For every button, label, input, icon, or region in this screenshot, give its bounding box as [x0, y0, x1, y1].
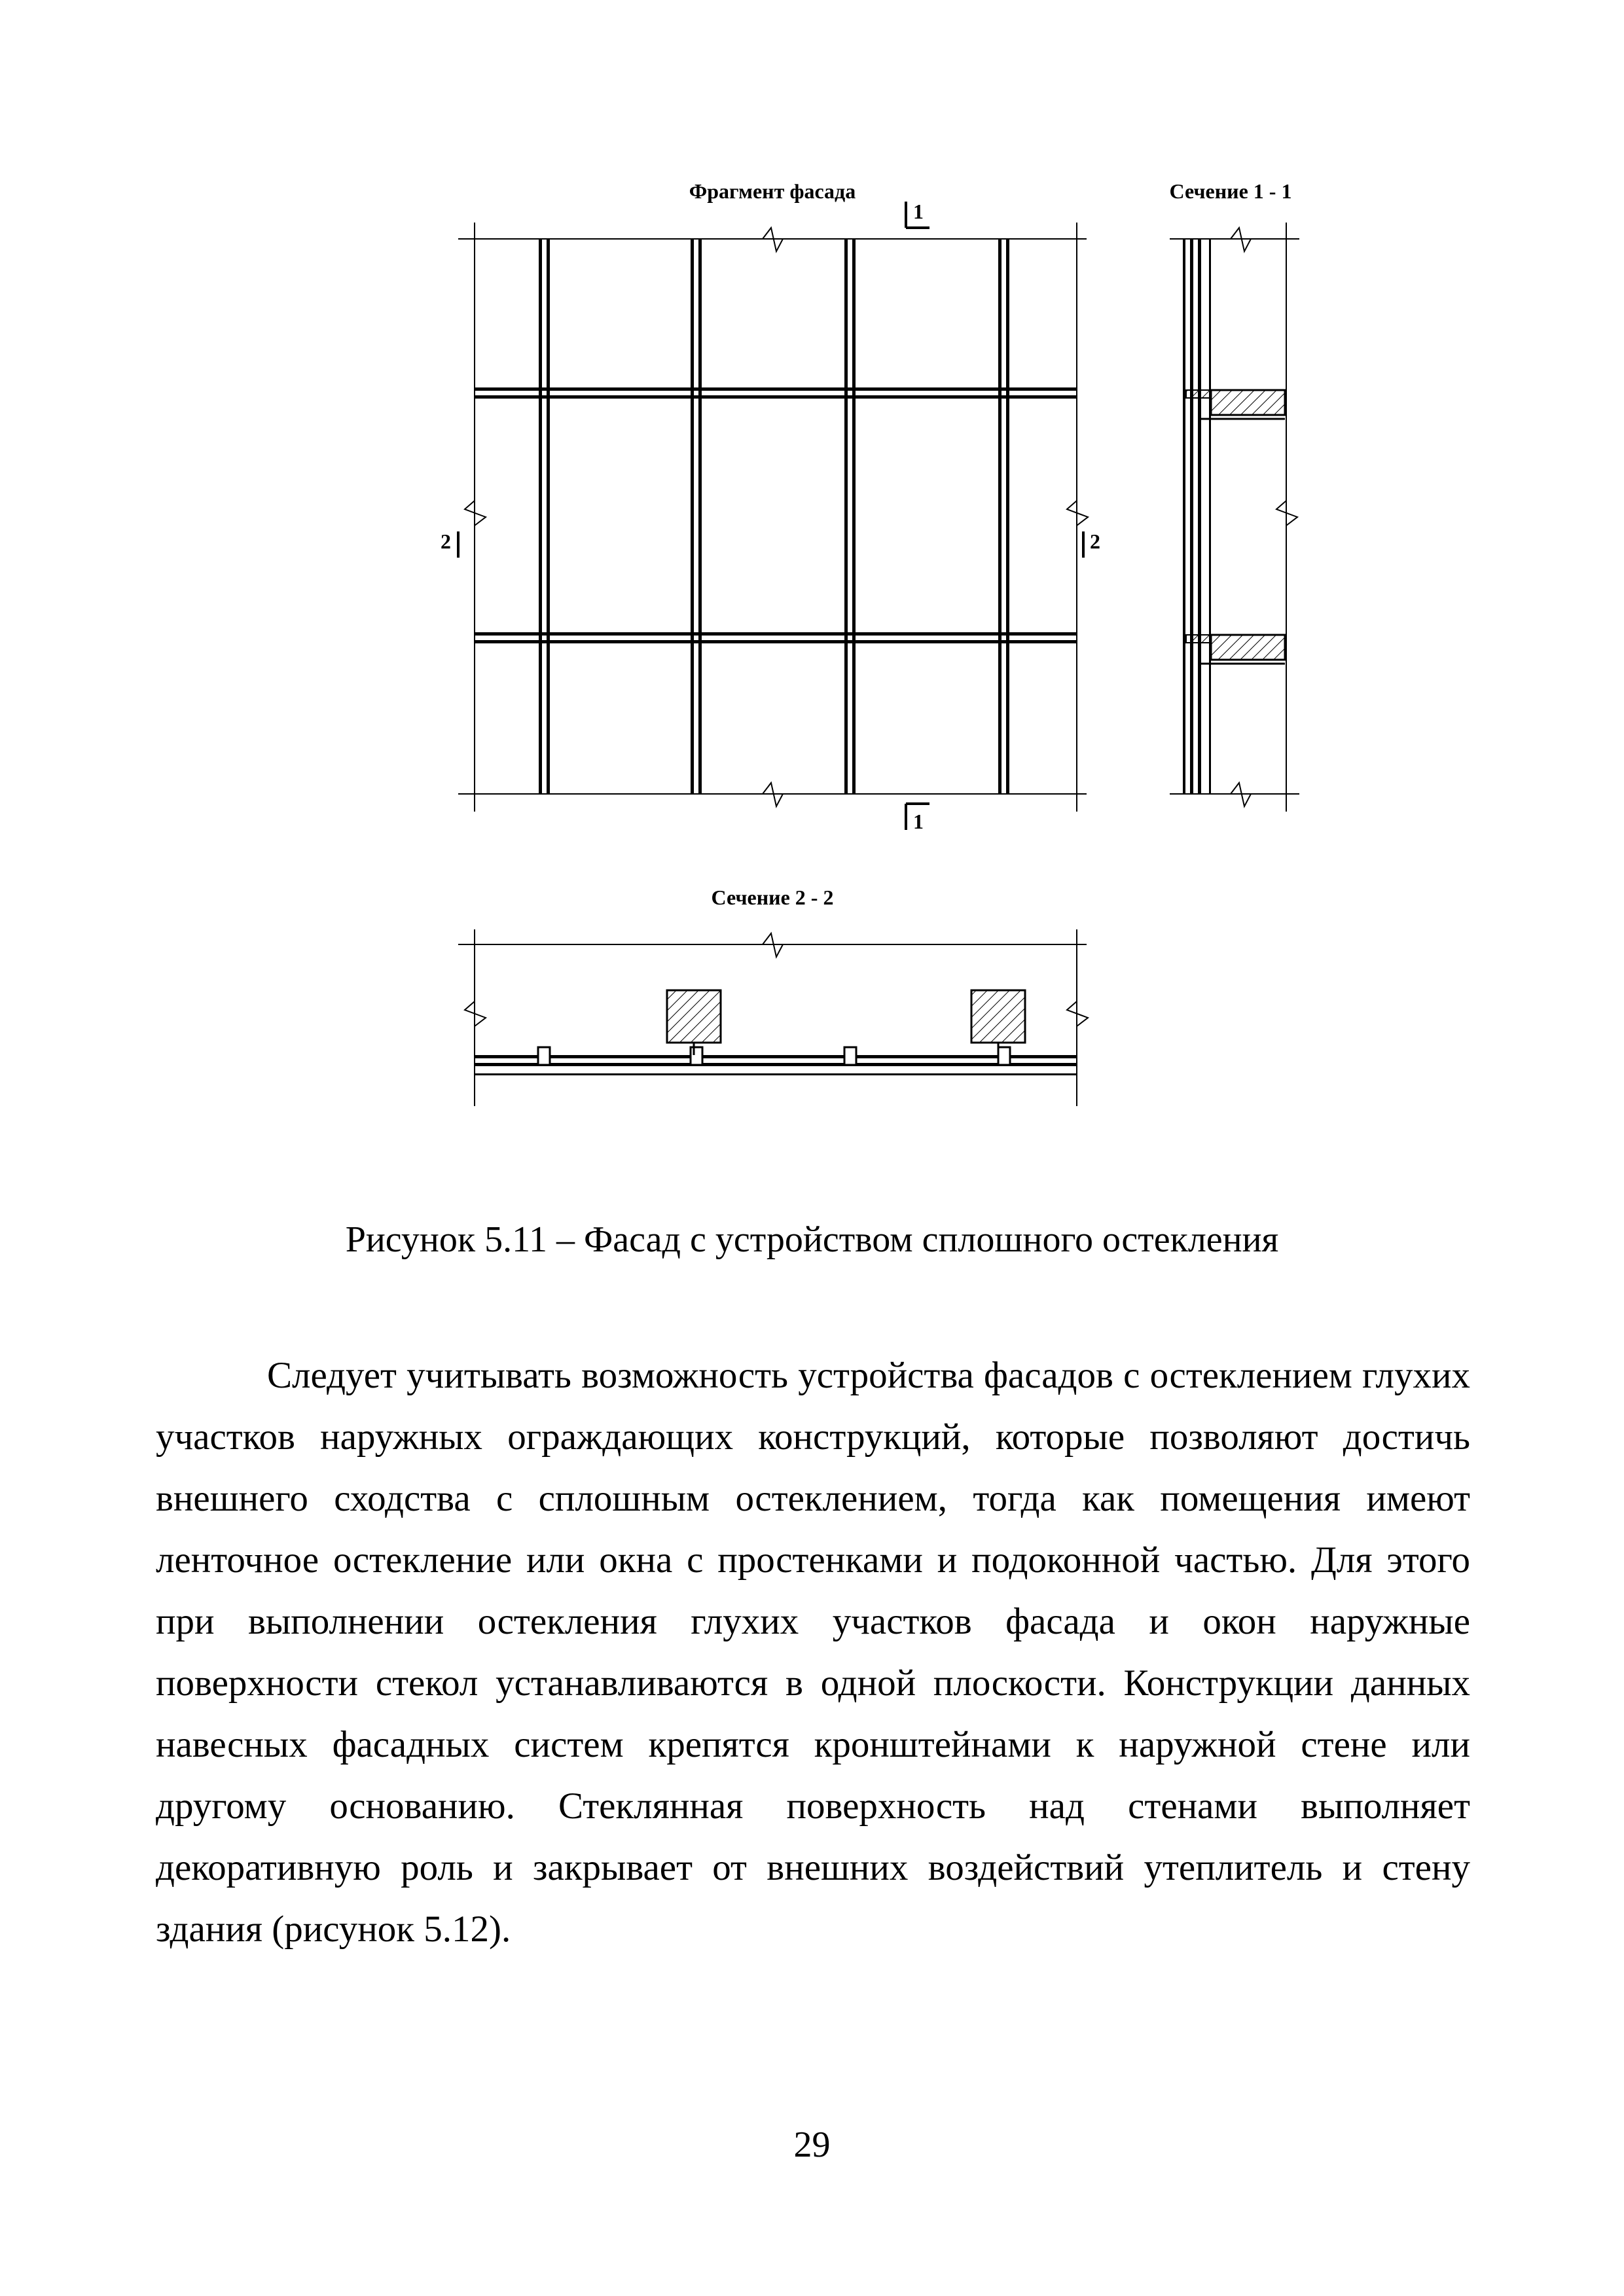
cut-mark-2-left [441, 529, 458, 558]
facade-transoms [475, 387, 1077, 643]
page-number: 29 [793, 2125, 831, 2165]
svg-text:1: 1 [913, 810, 924, 833]
section-2-2-drawing [458, 886, 1088, 1106]
section-2-2-title: Сечение 2 - 2 [711, 886, 834, 909]
facade-fragment-drawing [441, 179, 1100, 833]
svg-text:2: 2 [441, 529, 451, 553]
facade-break-marks [465, 228, 1088, 806]
svg-text:1: 1 [913, 200, 924, 223]
cut-mark-1-top [906, 200, 929, 228]
svg-text:2: 2 [1090, 529, 1100, 553]
cut-mark-2-right [1083, 529, 1100, 558]
facade-boundary-lines [458, 223, 1087, 812]
figure-caption: Рисунок 5.11 – Фасад с устройством сплошного остекления [345, 1219, 1279, 1260]
column-sections [667, 990, 1025, 1055]
body-paragraph: Следует учитывать возможность устройства фасадов с остеклением глухих участков наружных ограждающих конструкций, которые позволяют достичь внешнего сходства с сплошным остеклением, тогда как помещения имеют ленточное остекление или окна с простенками и подоконной частью. Для этого при выполнении остекления глухих участков фасада и окон наружные поверхности стекол устанавливаются в одной плоскости. Конструкции данных навесных фасадных систем крепятся кронштейнами к наружной стене или другому основанию. Стеклянная поверхность над стенами выполняет декоративную роль и закрывает от внешних воздействий утеплитель и стену здания (рисунок 5.12). [156, 1355, 1470, 1950]
facade-mullions [539, 239, 1009, 794]
section-1-1-drawing [1170, 179, 1299, 812]
section-1-1-title: Сечение 1 - 1 [1169, 179, 1292, 203]
cut-mark-1-bottom [906, 804, 929, 833]
facade-title: Фрагмент фасада [689, 179, 856, 203]
